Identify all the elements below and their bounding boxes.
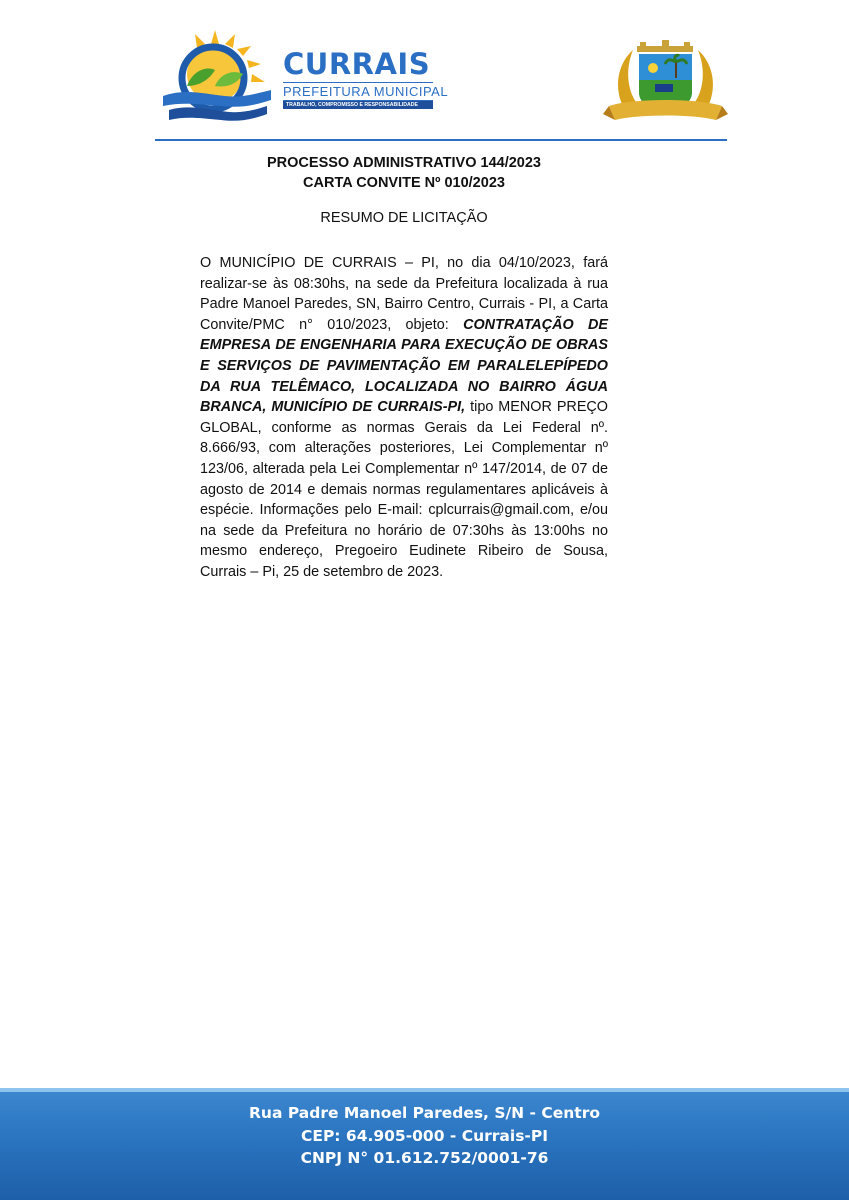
document-body-paragraph	[200, 253, 608, 583]
header-divider	[155, 139, 727, 141]
footer-contact	[0, 1102, 849, 1170]
contract-object-text: CONTRATAÇÃO DE EMPRESA DE ENGENHARIA PARA EXECUÇÃO DE OBRAS E SERVIÇOS DE PAVIMENTAÇÃO EM PARALELEPÍPEDO DA RUA TELÊMACO, LOCALIZADA NO BAIRRO ÁGUA BRANCA, MUNICÍPIO DE CURRAIS-PI,	[200, 316, 608, 416]
brand-name: CURRAIS	[283, 47, 431, 81]
letter-title: CARTA CONVITE Nº 010/2023	[303, 175, 505, 191]
currais-sun-leaf-logo-icon	[155, 30, 275, 128]
section-title: RESUMO DE LICITAÇÃO	[320, 210, 488, 226]
body-text-details: tipo MENOR PREÇO GLOBAL, conforme as normas Gerais da Lei Federal nº. 8.666/93, com alterações posteriores, Lei Complementar nº 123/06, alterada pela Lei Complementar nº 147/2014, de 07 de agosto de 2014 e demais normas regulamentares aplicáveis à espécie. Informações pelo E-mail: cplcurrais@gmail.com, e/ou na sede da Prefeitura no horário de 07:30hs às 13:00hs no mesmo endereço, Pregoeiro Eudinete Ribeiro de Sousa, Currais – Pi, 25 de setembro de 2023.	[200, 399, 608, 580]
process-title: PROCESSO ADMINISTRATIVO 144/2023	[267, 155, 541, 171]
body-text-intro: O MUNICÍPIO DE CURRAIS – PI, no dia 04/10/2023, fará realizar-se às 08:30hs, na sede da Prefeitura localizada à rua Padre Manoel Paredes, SN, Bairro Centro, Currais - PI, a Carta Convite/PMC n° 010/2023, objeto:	[200, 255, 608, 333]
footer-accent-strip	[0, 1088, 849, 1092]
letterhead	[0, 0, 849, 145]
footer-cnpj: CNPJ N° 01.612.752/0001-76	[300, 1149, 549, 1167]
municipal-coat-of-arms-icon	[603, 40, 728, 132]
brand-motto: TRABALHO, COMPROMISSO E RESPONSABILIDADE	[283, 101, 433, 109]
brand-block	[283, 47, 449, 109]
brand-subtitle: PREFEITURA MUNICIPAL	[283, 84, 449, 99]
footer-cep: CEP: 64.905-000 - Currais-PI	[300, 1126, 548, 1145]
document-heading	[200, 153, 608, 228]
footer-address: Rua Padre Manoel Paredes, S/N - Centro	[249, 1104, 600, 1122]
